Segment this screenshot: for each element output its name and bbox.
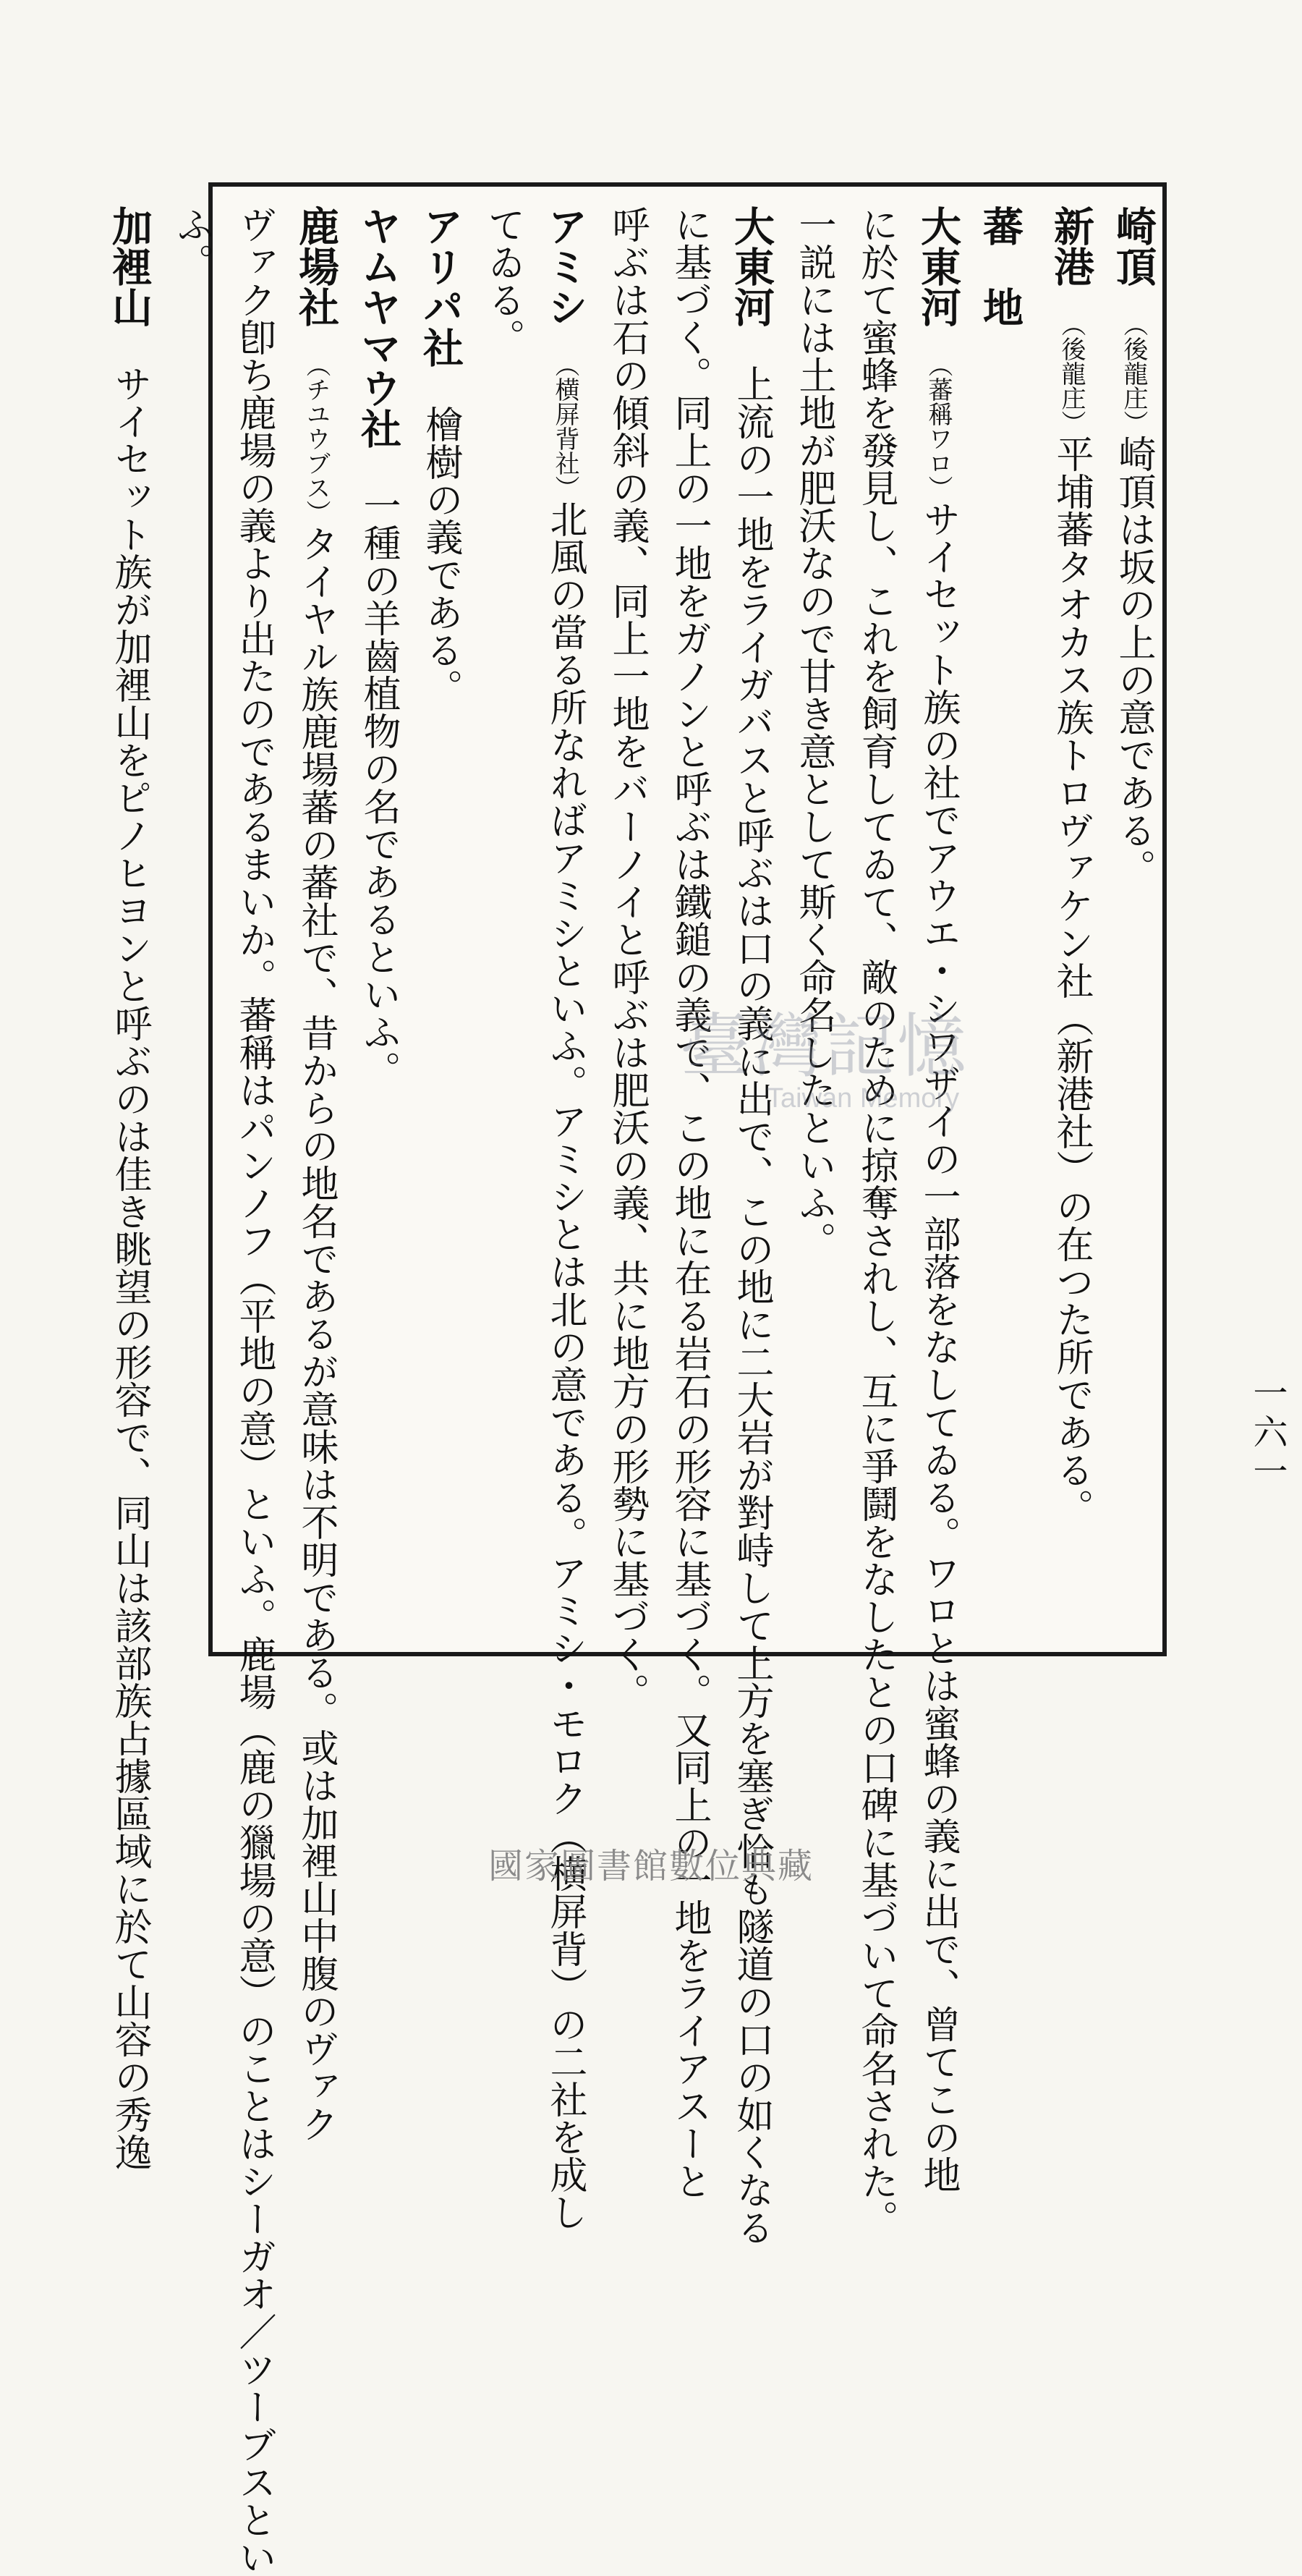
text-column [1044,206,1098,1638]
watermark-english: Taiwan Memory [767,1083,960,1114]
entry-note: （蕃稱ワロ） [924,365,953,500]
text-column [227,206,281,2576]
entry-heading: 崎頂 [1110,206,1157,287]
entry-text: サイセット族が加裡山をピノヒヨンと呼ぶのは佳き眺望の形容で、同山は該部族占據區域に於て山容の秀逸 [108,365,151,2171]
entry-text: 平埔蕃タオカス族トロヴァケン社（新港社）の在つた所である。 [1050,435,1093,1526]
entry-text: 北風の當る所なればアミシといふ。アミシとは北の意である。アミシ・モロク（横屏背）の二社を成し [543,500,587,2231]
text-column [103,206,156,2171]
entry-text: ふ。 [170,206,213,281]
text-column [911,206,965,2193]
text-column [538,206,592,2231]
text-column [414,206,467,1638]
entry-text: に基づく。同上の一地をガノンと呼ぶは鐵鎚の義で、この地に在る岩石の形容に基づく。又同上の一地をライアスーと [668,206,711,2200]
entry-note: （横屏背社） [550,365,579,500]
footer-credit: 國家圖書館數位典藏 [488,1846,814,1886]
entry-heading: アリパ社 [417,206,464,368]
text-column [476,206,529,1638]
text-column [165,206,218,1638]
text-column [352,206,405,1638]
watermark [680,991,1042,1122]
text-column [974,206,1027,1638]
text-column [725,206,778,2246]
entry-note: （後龍庄） [1057,324,1086,435]
entry-text: 呼ぶは石の傾斜の義、同上一地をバーノイと呼ぶは肥沃の義、共に地方の形勢に基づく。 [605,206,649,1711]
entry-text: 一説には土地が肥沃なので甘き意として斯く命名したといふ。 [792,206,835,1259]
entry-heading: アミシ [541,206,589,327]
entry-heading: 加裡山 [106,206,153,327]
entry-text: 崎頂は坂の上の意である。 [1112,435,1155,886]
entry-heading: 蕃 地 [977,206,1024,327]
text-column [600,206,654,1711]
entry-heading: 大東河 [728,206,775,327]
entry-note: （後龍庄） [1119,324,1148,435]
text-column [289,206,343,2143]
entry-text: てゐる。 [481,206,524,356]
page-number: 一六一 [1247,1375,1288,1492]
entry-heading: ヤムヤマウ社 [354,206,402,449]
entry-text: 檜樹の義である。 [419,405,462,706]
entry-text: ヴァク卽ち鹿場の義より出たのであるまいか。蕃稱はパンノフ（平地の意）といふ。鹿場（鹿の獵場の意）のことはシーガオ／ツーブスとい [232,206,276,2576]
text-column [787,206,841,1638]
entry-heading: 鹿場社 [292,206,340,327]
watermark-chinese: 臺灣記憶 [680,1006,969,1087]
text-column [1107,206,1160,1638]
text-column [663,206,716,2200]
entry-heading: 新港 [1047,206,1095,287]
entry-text: サイセット族の社でアウエ・シワザイの一部落をなしてゐる。ワロとは蜜蜂の義に出で、曾てこの地 [916,500,960,2193]
entry-text: タイヤル族鹿場蕃の蕃社で、昔からの地名であるが意味は不明である。或は加裡山中腹のヴァク [294,525,338,2143]
entry-note: （チユウブス） [302,365,331,525]
entry-text: に於て蜜蜂を發見し、これを飼育してゐて、敵のために掠奪されし、互に爭鬪をなしたとの口碑に基づいて命名された。 [854,206,898,2237]
entry-text: 上流の一地をライガバスと呼ぶは口の義に出で、この地に二大岩が對峙して上方を塞ぎ恰も隧道の口の如くなる [730,365,773,2246]
entry-heading: 大東河 [914,206,962,327]
entry-text: 一種の羊齒植物の名であるといふ。 [357,486,400,1088]
text-column [849,206,903,2237]
